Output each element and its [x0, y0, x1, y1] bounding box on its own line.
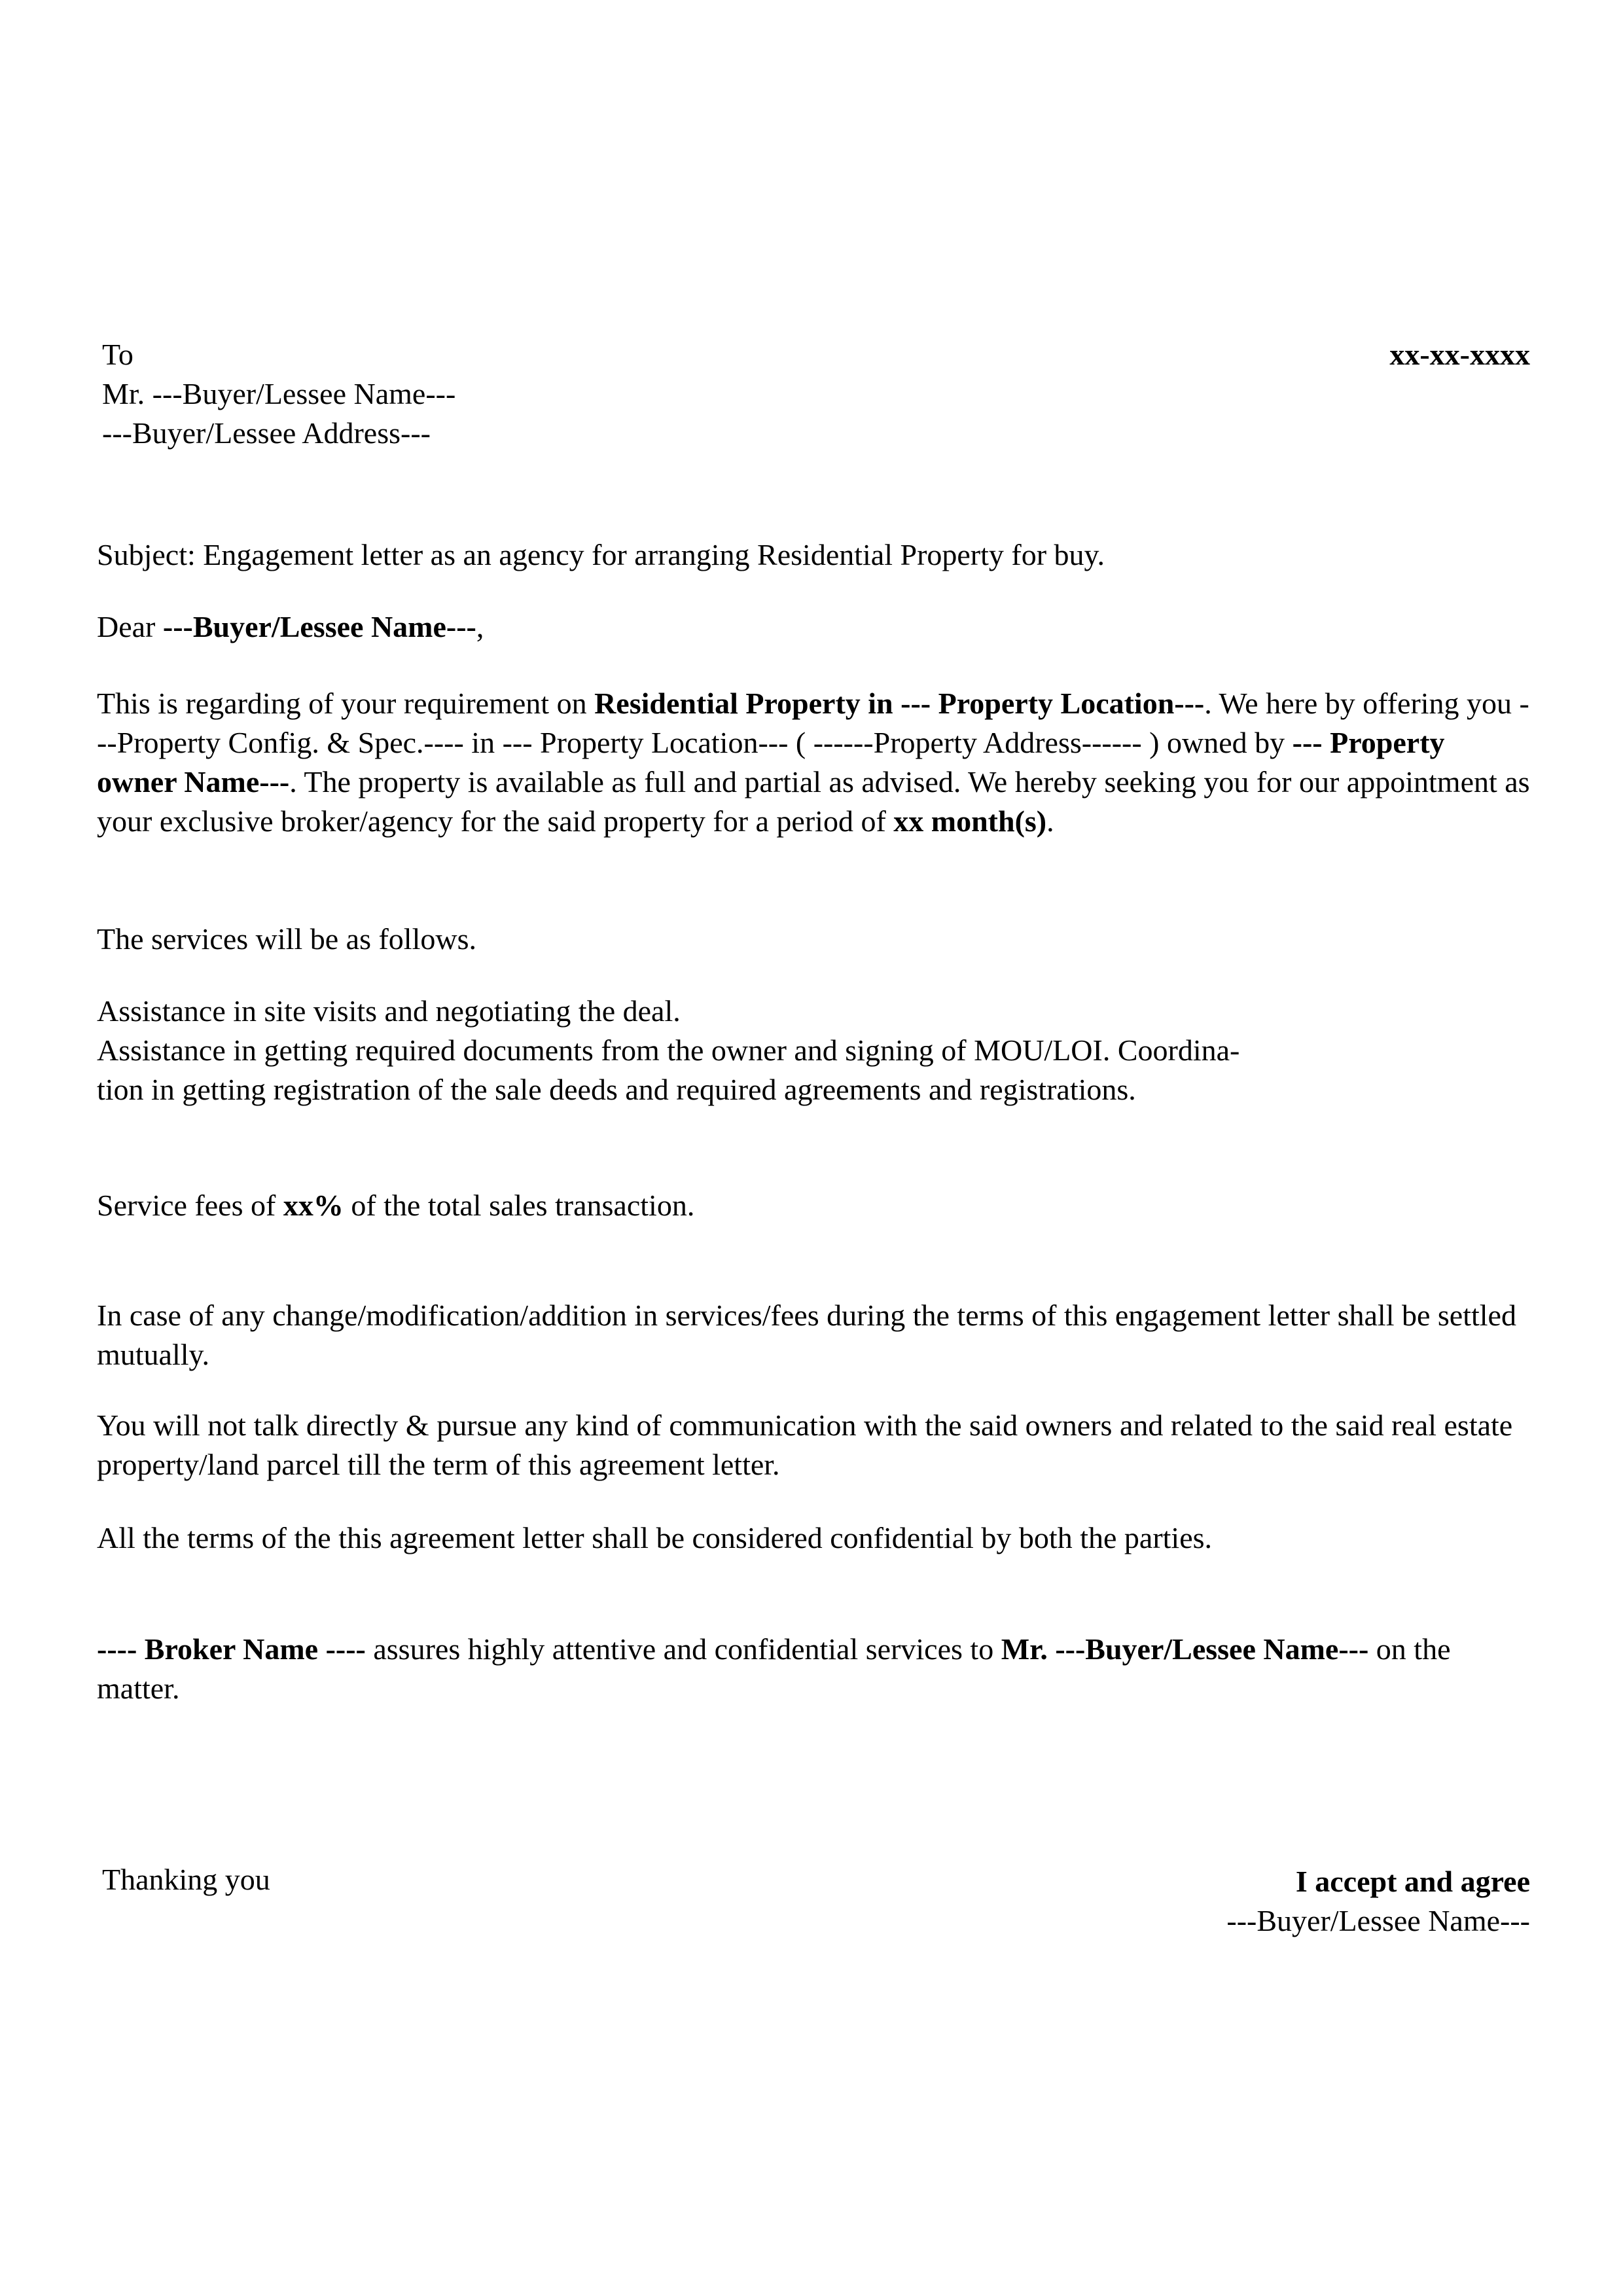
clause-confidential: All the terms of the this agreement letter shall be considered confidential by both the parties. — [97, 1521, 1213, 1554]
closing-signatory: ---Buyer/Lessee Name--- — [1226, 1904, 1530, 1937]
assurance-paragraph: ---- Broker Name ---- assures highly attentive and confidential services to Mr. ---Buyer/Lessee Name--- on the matter. — [97, 1632, 1451, 1705]
subject-line: Subject: Engagement letter as an agency for arranging Residential Property for buy. — [97, 538, 1105, 571]
service-item-documents-line1: Assistance in getting required documents from the owner and signing of MOU/LOI. Coordina- — [97, 1033, 1240, 1067]
services-heading: The services will be as follows. — [97, 922, 476, 956]
clause-no-direct-contact: You will not talk directly & pursue any kind of communication with the said owners and related to the said real estate property/land parcel till the term of this agreement letter. — [97, 1408, 1513, 1481]
salutation: Dear ---Buyer/Lessee Name---, — [97, 610, 484, 643]
closing-accept: I accept and agree — [1295, 1865, 1530, 1898]
recipient-name: Mr. ---Buyer/Lessee Name--- — [102, 377, 456, 410]
service-fees: Service fees of xx% of the total sales transaction. — [97, 1189, 695, 1222]
letter-date: xx-xx-xxxx — [1389, 338, 1530, 371]
clause-change: In case of any change/modification/addition in services/fees during the terms of this engagement letter shall be settled mutually. — [97, 1299, 1516, 1371]
closing-thanks: Thanking you — [102, 1863, 270, 1896]
recipient-address: ---Buyer/Lessee Address--- — [102, 416, 431, 450]
intro-paragraph: This is regarding of your requirement on Residential Property in --- Property Location---. We here by offering you ---Property Config. & Spec.---- in --- Property Location--- ( ------Property Address------ ) owned by --- Property owner Name---. The property is available as full and partial as advised. We hereby seeking you for our appointment as your exclusive broker/agency for the said property for a period of xx month(s). — [97, 687, 1530, 838]
fee-percent: xx% — [283, 1189, 344, 1222]
service-item-documents-line2: tion in getting registration of the sale deeds and required agreements and registrations. — [97, 1073, 1136, 1106]
to-label: To — [102, 338, 134, 371]
salutation-name: ---Buyer/Lessee Name--- — [162, 610, 476, 643]
service-item-site-visits: Assistance in site visits and negotiating the deal. — [97, 994, 681, 1028]
